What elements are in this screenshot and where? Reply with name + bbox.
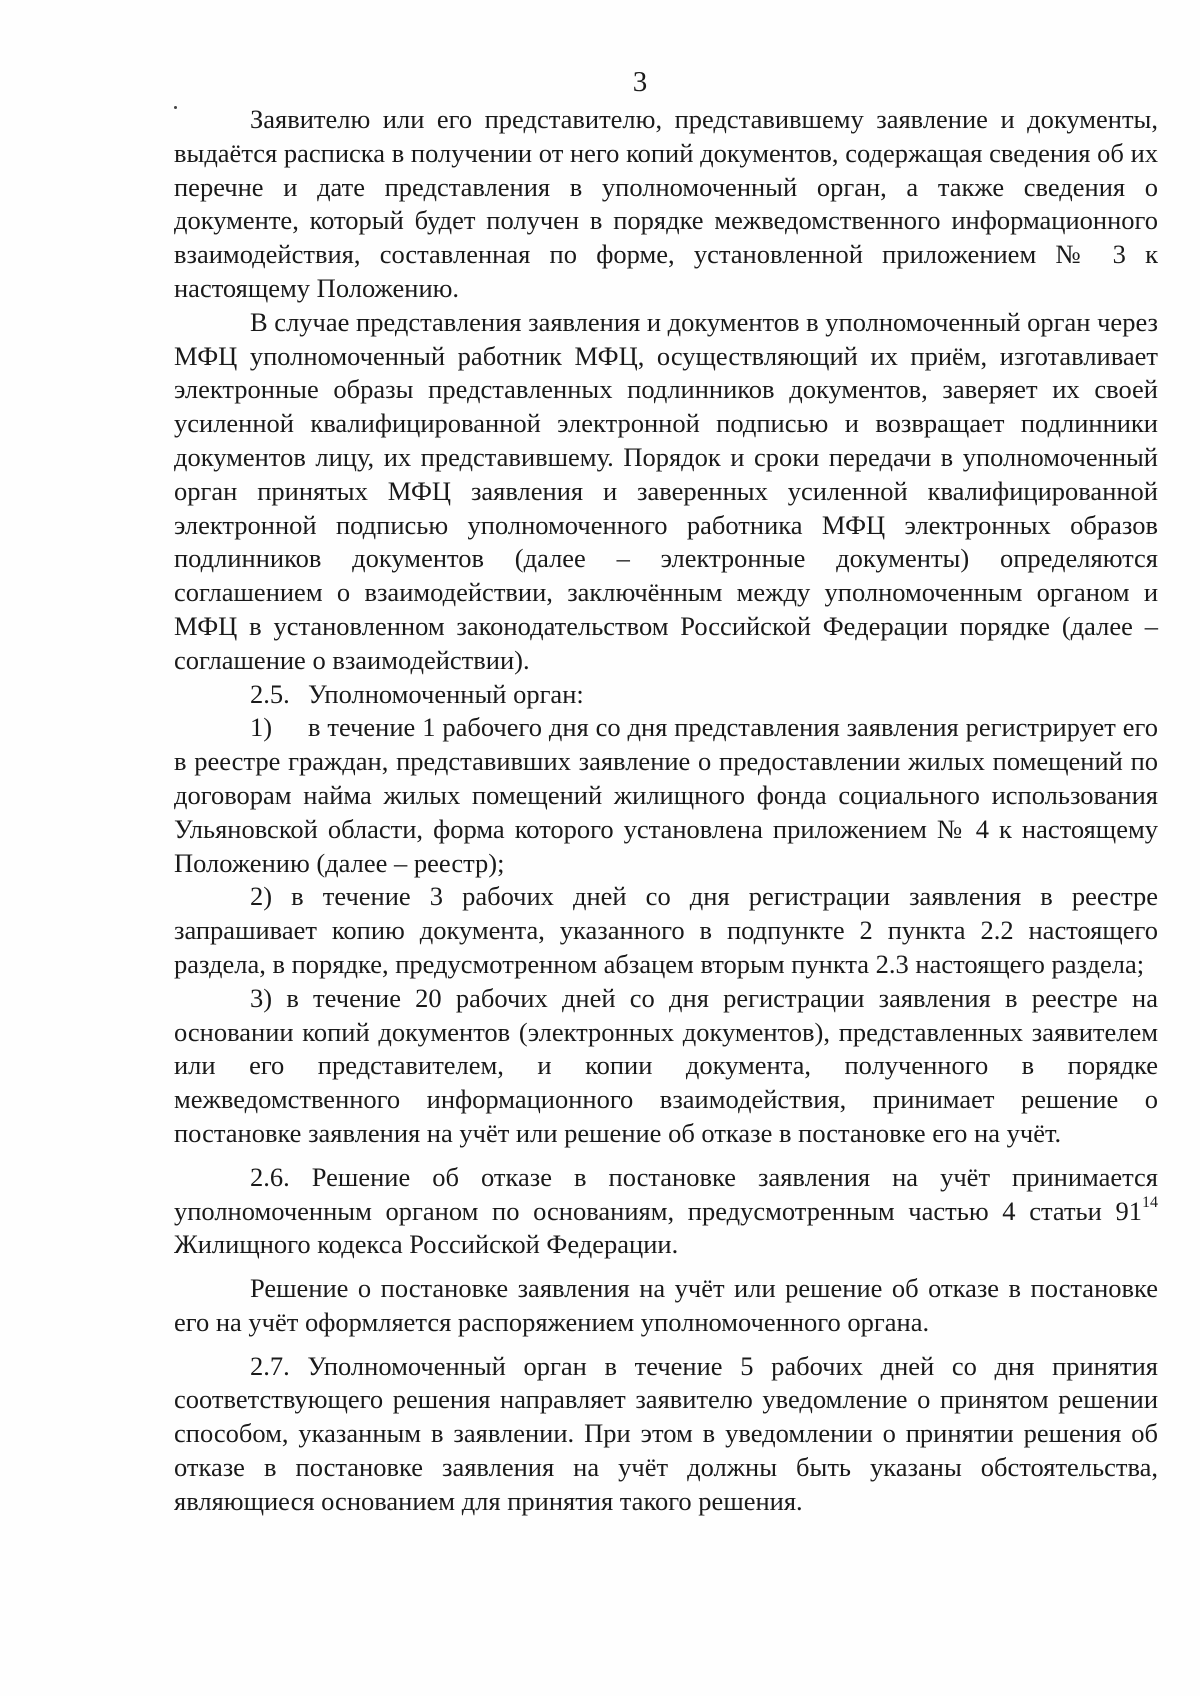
article-superscript: 14 — [1142, 1193, 1158, 1211]
paragraph-text: Решение о постановке заявления на учёт или решение об отказе в постановке его на учёт оформляется распоряжением уполномоченного органа. — [174, 1273, 1158, 1337]
paragraph-text: Жилищного кодекса Российской Федерации. — [174, 1229, 679, 1260]
paragraph-text: 2.7. Уполномоченный орган в течение 5 рабочих дней со дня принятия соответствующего решения направляет заявителю уведомление о принятом решении способом, указанным в заявлении. При этом в уведомлении о принятии решения об отказе в постановке заявления на учёт должны быть указаны обстоятельства, являющиеся основанием для принятия такого решения. — [174, 1350, 1158, 1516]
paragraph-mfc — [174, 306, 1158, 678]
subclause-2 — [174, 880, 1158, 981]
paragraph-receipt — [174, 103, 1158, 306]
clause-number: 1) — [250, 712, 273, 743]
clause-number: 3) — [250, 982, 273, 1013]
paragraph-text: В случае представления заявления и документов в уполномоченный орган через МФЦ уполномоченный работник МФЦ, осуществляющий их приём, изготавливает электронные образы представленных подлинников документов, заверяет их своей усиленной квалифицированной электронной подписью и возвращает подлинники документов лицу, их представившему. Порядок и сроки передачи в уполномоченный орган принятых МФЦ заявления и заверенных усиленной квалифицированной электронной подписью уполномоченного работника МФЦ электронных образов подлинников документов (далее – электронные документы) определяются соглашением о взаимодействии, заключённым между уполномоченным органом и МФЦ в установленном законодательством Российской Федерации порядке (далее – соглашение о взаимодействии). — [174, 306, 1158, 675]
clause-2-5 — [174, 678, 1158, 712]
subclause-1 — [174, 711, 1158, 880]
paragraph-text: в течение 20 рабочих дней со дня регистрации заявления в реестре на основании копий документов (электронных документов), представленных заявителем или его представителем, и копии документа, полученного в порядке межведомственного информационного взаимодействия, принимает решение о постановке заявления на учёт или решение об отказе в постановке его на учёт. — [174, 982, 1158, 1148]
paragraph-text: в течение 3 рабочих дней со дня регистрации заявления в реестре запрашивает копию документа, указанного в подпункте 2 пункта 2.2 настоящего раздела, в порядке, предусмотренном абзацем вторым пункта 2.3 настоящего раздела; — [174, 881, 1159, 979]
page-number: 3 — [632, 66, 648, 98]
paragraph-text: в течение 1 рабочего дня со дня представления заявления регистрирует его в реестре граждан, представивших заявление о предоставлении жилых помещений по договорам найма жилых помещений жилищного фонда социального использования Ульяновской области, форма которого установлена приложением № 4 к настоящему Положению (далее – реестр); — [174, 712, 1158, 878]
subclause-3 — [174, 982, 1158, 1151]
clause-2-7 — [174, 1350, 1158, 1519]
clause-number: 2.5. — [250, 678, 290, 709]
paragraph-text: 2.6. Решение об отказе в постановке заявления на учёт принимается уполномоченным органом по основаниям, предусмотренным частью 4 статьи 91 — [174, 1161, 1158, 1226]
clause-2-6 — [174, 1161, 1158, 1262]
paragraph-text: Заявителю или его представителю, представившему заявление и документы, выдаётся расписка в получении от него копий документов, содержащая сведения об их перечне и дате представления в уполномоченный орган, а также сведения о документе, который будет получен в порядке межведомственного информационного взаимодействия, составленная по форме, установленной приложением № 3 к настоящему Положению. — [174, 104, 1158, 303]
clause-number: 2) — [250, 881, 273, 912]
document-body — [174, 103, 1158, 1519]
paragraph-text: Уполномоченный орган: — [308, 678, 584, 709]
paragraph-decision-form — [174, 1272, 1158, 1340]
